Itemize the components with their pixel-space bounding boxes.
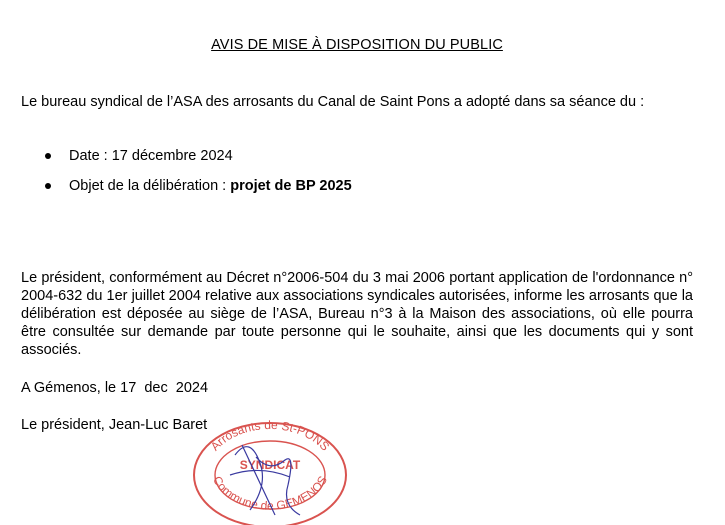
- bullet-item-date: [21, 147, 693, 165]
- bullet-label: Date :: [69, 148, 112, 164]
- stamp-center-text: SYNDICAT: [239, 458, 301, 472]
- document-title: AVIS DE MISE À DISPOSITION DU PUBLIC: [211, 37, 503, 53]
- bullet-list: [21, 147, 693, 207]
- association-stamp: [190, 415, 350, 525]
- signature-line: Le président, Jean-Luc Baret: [21, 417, 208, 433]
- stamp-bottom-text: Commune de GEMENOS: [209, 473, 331, 513]
- stamp-top-text: Arrosants de St-PONS: [207, 417, 333, 454]
- bullet-label: Objet de la délibération :: [69, 178, 231, 194]
- bullet-item-objet: [21, 177, 693, 195]
- bullet-icon: [45, 183, 51, 189]
- bullet-value: projet de BP 2025: [230, 178, 352, 194]
- body-paragraph: Le président, conformément au Décret n°2006-504 du 3 mai 2006 portant application de l'ordonnance n° 2004-632 du 1er juillet 2004 relative aux associations syndicales autorisées, informe les arrosants que la délibération est déposée au siège de l’ASA, Bureau n°3 à la Maison des associations, où elle pourra être consultée sur demande par toute personne qui le souhaite, ainsi que les documents qui y sont associés.: [21, 270, 693, 358]
- intro-paragraph: Le bureau syndical de l’ASA des arrosants du Canal de Saint Pons a adopté dans sa séance du :: [21, 94, 645, 110]
- place-date: A Gémenos, le 17 dec 2024: [21, 380, 209, 396]
- bullet-icon: [45, 153, 51, 159]
- bullet-value: 17 décembre 2024: [111, 148, 233, 164]
